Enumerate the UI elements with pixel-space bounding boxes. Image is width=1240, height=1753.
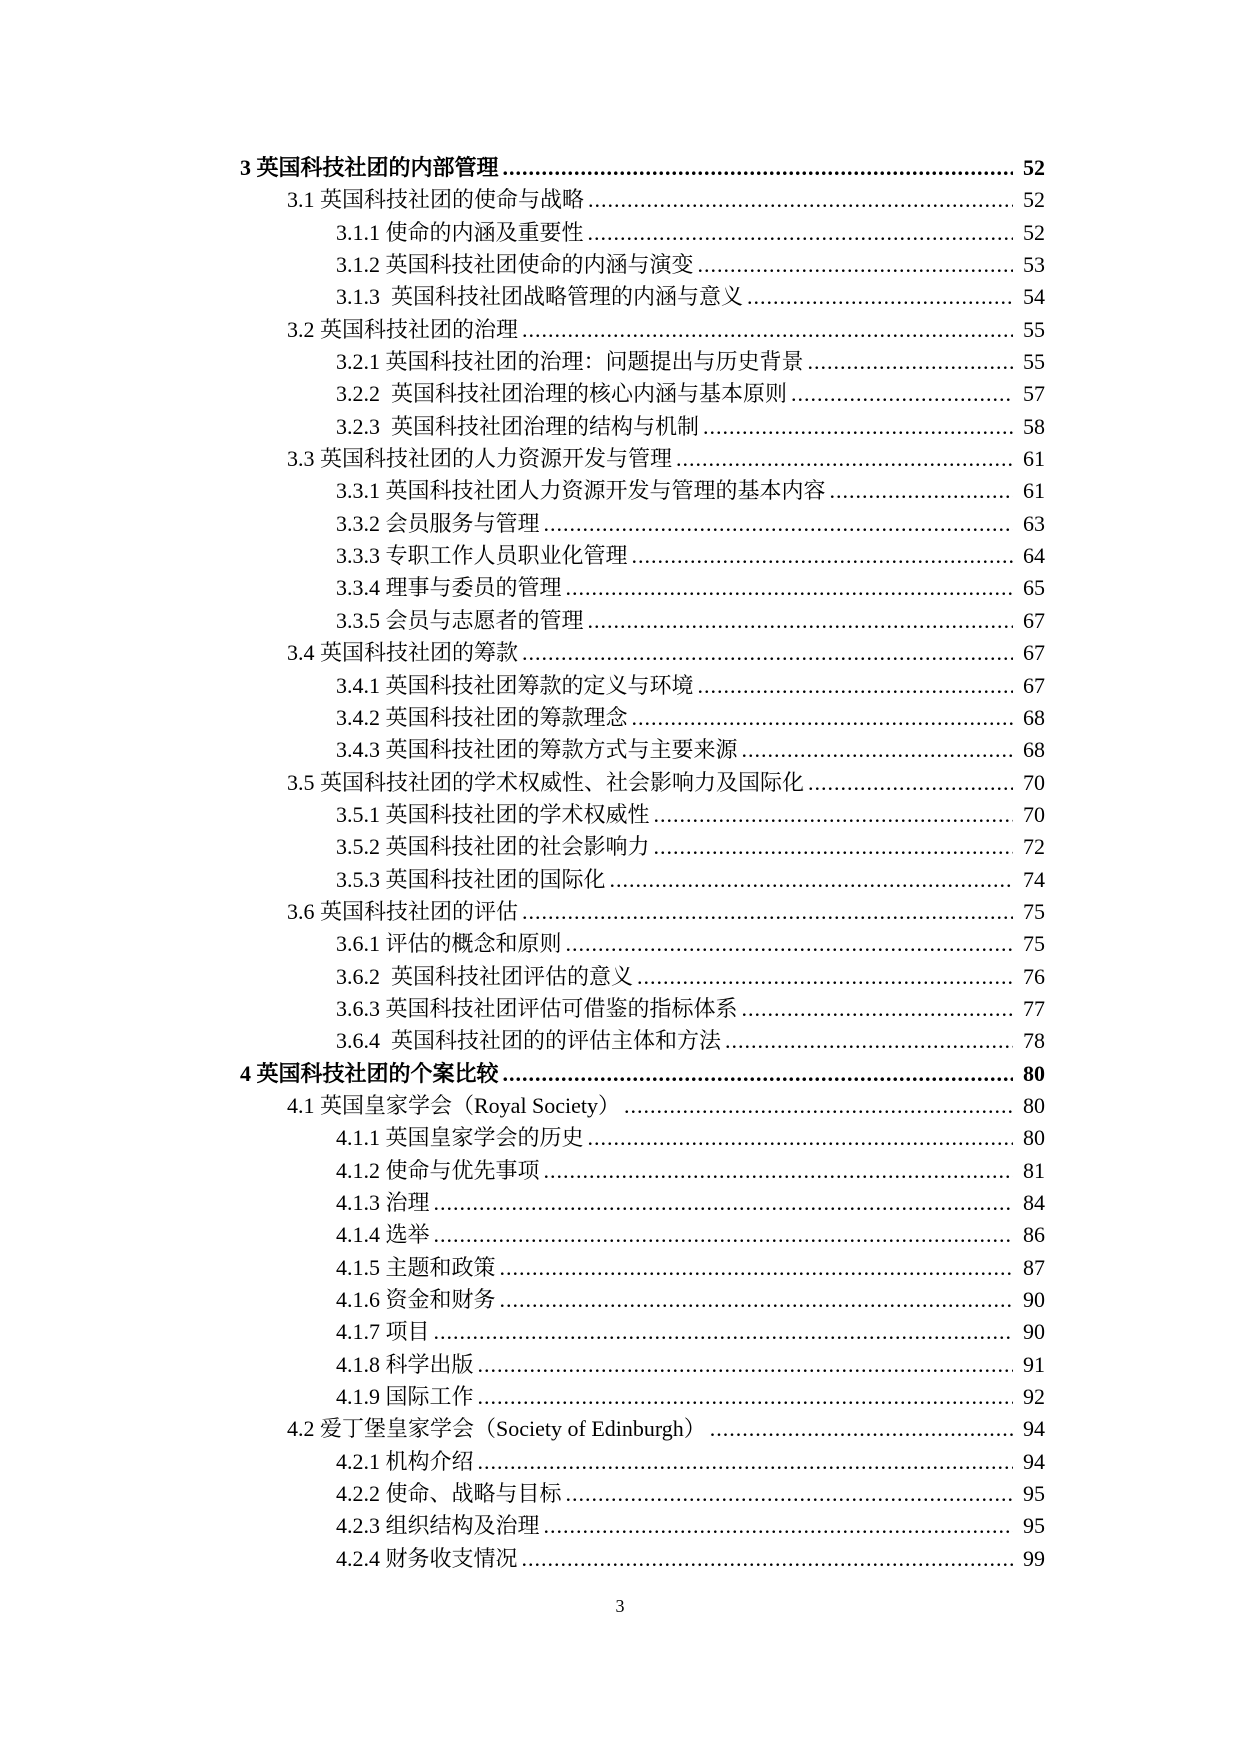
toc-entry[interactable] [240,1349,1045,1381]
toc-entry-title: 4.2.1 机构介绍 [336,1448,474,1474]
toc-dot-leader [588,605,1013,637]
toc-entry[interactable] [240,799,1045,831]
toc-dot-leader [478,1381,1013,1413]
toc-entry-title: 3.2 英国科技社团的治理 [287,316,519,342]
toc-entry[interactable] [240,411,1045,443]
toc-dot-leader [500,1284,1013,1316]
toc-entry[interactable] [240,961,1045,993]
toc-entry-page: 90 [1023,1319,1045,1345]
toc-entry[interactable] [240,475,1045,507]
toc-entry-page: 80 [1023,1092,1045,1118]
toc-dot-leader [434,1187,1013,1219]
toc-entry[interactable] [240,152,1045,184]
toc-entry-title: 3.3.1 英国科技社团人力资源开发与管理的基本内容 [336,478,826,504]
toc-dot-leader [522,896,1013,928]
toc-dot-leader [747,281,1013,313]
toc-entry-title: 3.4.2 英国科技社团的筹款理念 [336,704,628,730]
toc-entry-page: 64 [1023,543,1045,569]
toc-entry[interactable] [240,184,1045,216]
toc-entry-page: 63 [1023,510,1045,536]
toc-entry[interactable] [240,281,1045,313]
toc-dot-leader [544,1155,1013,1187]
toc-entry-page: 76 [1023,963,1045,989]
toc-dot-leader [725,1025,1013,1057]
toc-entry[interactable] [240,1058,1045,1090]
toc-entry[interactable] [240,314,1045,346]
toc-dot-leader [676,443,1013,475]
toc-entry-title: 3.4.1 英国科技社团筹款的定义与环境 [336,672,694,698]
toc-dot-leader [500,1252,1013,1284]
toc-entry-page: 52 [1023,219,1045,245]
toc-entry[interactable] [240,831,1045,863]
toc-entry[interactable] [240,1155,1045,1187]
toc-entry-page: 80 [1023,1060,1045,1086]
toc-dot-leader [710,1413,1013,1445]
toc-entry-page: 95 [1023,1513,1045,1539]
toc-dot-leader [544,508,1013,540]
toc-dot-leader [637,961,1013,993]
toc-entry[interactable] [240,1090,1045,1122]
toc-entry-title: 4.1.8 科学出版 [336,1351,474,1377]
toc-entry-page: 77 [1023,995,1045,1021]
toc-entry-title: 3.5.3 英国科技社团的国际化 [336,866,606,892]
toc-dot-leader [566,1478,1013,1510]
toc-entry-page: 86 [1023,1222,1045,1248]
toc-entry-title: 4.1 英国皇家学会（Royal Society） [287,1092,621,1118]
toc-entry-title: 4.1.6 资金和财务 [336,1287,496,1313]
toc-dot-leader [830,475,1013,507]
toc-dot-leader [434,1316,1013,1348]
toc-entry-title: 3.1 英国科技社团的使命与战略 [287,187,585,213]
toc-dot-leader [544,1510,1013,1542]
toc-entry-title: 3.3.3 专职工作人员职业化管理 [336,543,628,569]
toc-entry[interactable] [240,928,1045,960]
toc-entry[interactable] [240,572,1045,604]
toc-dot-leader [588,184,1013,216]
toc-dot-leader [566,572,1013,604]
toc-entry-title: 4.2 爱丁堡皇家学会（Society of Edinburgh） [287,1416,706,1442]
toc-entry[interactable] [240,1122,1045,1154]
toc-entry[interactable] [240,443,1045,475]
toc-dot-leader [654,831,1013,863]
toc-entry-title: 4.2.3 组织结构及治理 [336,1513,540,1539]
toc-entry-title: 3.1.2 英国科技社团使命的内涵与演变 [336,252,694,278]
toc-entry[interactable] [240,896,1045,928]
toc-entry-page: 57 [1023,381,1045,407]
toc-dot-leader [791,378,1013,410]
toc-entry-page: 80 [1023,1125,1045,1151]
toc-entry-title: 3.6.3 英国科技社团评估可借鉴的指标体系 [336,995,738,1021]
toc-entry[interactable] [240,249,1045,281]
toc-entry-page: 55 [1023,316,1045,342]
toc-entry-page: 75 [1023,931,1045,957]
toc-entry[interactable] [240,1543,1045,1575]
toc-dot-leader [478,1349,1013,1381]
page-number: 3 [615,1596,625,1616]
toc-entry[interactable] [240,702,1045,734]
toc-entry[interactable] [240,346,1045,378]
toc-entry-page: 55 [1023,349,1045,375]
toc-entry-page: 70 [1023,801,1045,827]
toc-entry[interactable] [240,605,1045,637]
toc-entry[interactable] [240,1025,1045,1057]
toc-entry-title: 4.1.2 使命与优先事项 [336,1157,540,1183]
toc-dot-leader [522,314,1013,346]
toc-entry-title: 4.1.4 选举 [336,1222,430,1248]
toc-dot-leader [698,670,1013,702]
toc-dot-leader [632,702,1013,734]
toc-entry-title: 4.2.4 财务收支情况 [336,1545,518,1571]
toc-dot-leader [698,249,1013,281]
toc-entry-title: 3.5 英国科技社团的学术权威性、社会影响力及国际化 [287,769,805,795]
toc-entry[interactable] [240,1381,1045,1413]
toc-entry-page: 54 [1023,284,1045,310]
toc-entry-page: 58 [1023,413,1045,439]
toc-entry-page: 70 [1023,769,1045,795]
toc-entry[interactable] [240,1219,1045,1251]
toc-entry-page: 61 [1023,478,1045,504]
toc-entry-page: 94 [1023,1448,1045,1474]
toc-dot-leader [742,993,1013,1025]
toc-dot-leader [566,928,1013,960]
toc-entry-page: 68 [1023,704,1045,730]
toc-dot-leader [742,734,1013,766]
toc-entry-page: 72 [1023,834,1045,860]
toc-dot-leader [632,540,1013,572]
toc-entry-title: 4.1.9 国际工作 [336,1384,474,1410]
toc-dot-leader [654,799,1013,831]
toc-entry[interactable] [240,508,1045,540]
toc-entry-page: 53 [1023,252,1045,278]
toc-entry-page: 94 [1023,1416,1045,1442]
toc-entry-title: 3.3.4 理事与委员的管理 [336,575,562,601]
toc-entry-page: 84 [1023,1190,1045,1215]
toc-dot-leader [808,346,1013,378]
toc-entry-title: 3.2.2 英国科技社团治理的核心内涵与基本原则 [336,381,788,407]
toc-entry-title: 3.1.1 使命的内涵及重要性 [336,219,584,245]
toc-entry-title: 3.6.2 英国科技社团评估的意义 [336,963,634,989]
toc-entry-page: 91 [1023,1351,1045,1377]
toc-dot-leader [588,217,1013,249]
toc-entry-title: 3.5.1 英国科技社团的学术权威性 [336,801,650,827]
toc-entry[interactable] [240,637,1045,669]
toc-entry-page: 99 [1023,1545,1045,1571]
toc-dot-leader [434,1219,1013,1251]
toc-dot-leader [522,1543,1013,1575]
toc-entry-page: 92 [1023,1384,1045,1410]
toc-entry-title: 4.1.7 项目 [336,1319,430,1345]
table-of-contents [240,152,1045,1575]
toc-entry-title: 3.4 英国科技社团的筹款 [287,640,519,666]
toc-entry-title: 3.3 英国科技社团的人力资源开发与管理 [287,446,673,472]
toc-entry-page: 74 [1023,866,1045,892]
toc-dot-leader [808,767,1013,799]
toc-entry[interactable] [240,217,1045,249]
toc-entry-page: 68 [1023,737,1045,763]
toc-entry-page: 78 [1023,1028,1045,1054]
toc-entry-title: 3.3.2 会员服务与管理 [336,510,540,536]
toc-dot-leader [588,1122,1013,1154]
toc-dot-leader [478,1446,1013,1478]
toc-entry-page: 87 [1023,1254,1045,1280]
toc-entry-page: 67 [1023,672,1045,698]
toc-entry-title: 3.2.3 英国科技社团治理的结构与机制 [336,413,700,439]
toc-entry[interactable] [240,1478,1045,1510]
toc-entry[interactable] [240,993,1045,1025]
toc-entry[interactable] [240,767,1045,799]
toc-entry[interactable] [240,1252,1045,1284]
toc-entry-title: 4.2.2 使命、战略与目标 [336,1481,562,1507]
toc-dot-leader [503,152,1013,184]
toc-entry-title: 4.1.1 英国皇家学会的历史 [336,1125,584,1151]
toc-entry-page: 75 [1023,898,1045,924]
toc-entry-title: 3.2.1 英国科技社团的治理：问题提出与历史背景 [336,349,804,375]
toc-entry-page: 61 [1023,446,1045,472]
toc-entry-page: 67 [1023,640,1045,666]
toc-dot-leader [703,411,1013,443]
toc-entry[interactable] [240,1510,1045,1542]
toc-entry-title: 4 英国科技社团的个案比较 [240,1060,499,1086]
toc-entry-title: 3.4.3 英国科技社团的筹款方式与主要来源 [336,737,738,763]
toc-entry-page: 67 [1023,607,1045,633]
toc-dot-leader [522,637,1013,669]
toc-entry[interactable] [240,670,1045,702]
toc-entry-title: 3 英国科技社团的内部管理 [240,155,499,180]
toc-entry-page: 52 [1023,155,1045,180]
toc-entry-page: 81 [1023,1157,1045,1183]
toc-dot-leader [624,1090,1013,1122]
toc-entry-page: 65 [1023,575,1045,601]
toc-entry-title: 3.6.4 英国科技社团的的评估主体和方法 [336,1028,722,1054]
toc-entry-title: 3.3.5 会员与志愿者的管理 [336,607,584,633]
toc-entry[interactable] [240,734,1045,766]
toc-entry-page: 95 [1023,1481,1045,1507]
toc-entry-page: 52 [1023,187,1045,213]
toc-entry-title: 3.6 英国科技社团的评估 [287,898,519,924]
toc-entry-title: 3.5.2 英国科技社团的社会影响力 [336,834,650,860]
toc-dot-leader [610,864,1013,896]
toc-entry[interactable] [240,1284,1045,1316]
toc-entry[interactable] [240,1413,1045,1445]
toc-entry-page: 90 [1023,1287,1045,1313]
toc-dot-leader [503,1058,1013,1090]
toc-entry[interactable] [240,1316,1045,1348]
toc-entry[interactable] [240,1187,1045,1219]
toc-entry[interactable] [240,1446,1045,1478]
toc-entry[interactable] [240,540,1045,572]
toc-entry-title: 4.1.3 治理 [336,1190,430,1215]
toc-entry[interactable] [240,864,1045,896]
toc-entry-title: 3.1.3 英国科技社团战略管理的内涵与意义 [336,284,744,310]
toc-entry[interactable] [240,378,1045,410]
toc-entry-title: 4.1.5 主题和政策 [336,1254,496,1280]
toc-entry-title: 3.6.1 评估的概念和原则 [336,931,562,957]
